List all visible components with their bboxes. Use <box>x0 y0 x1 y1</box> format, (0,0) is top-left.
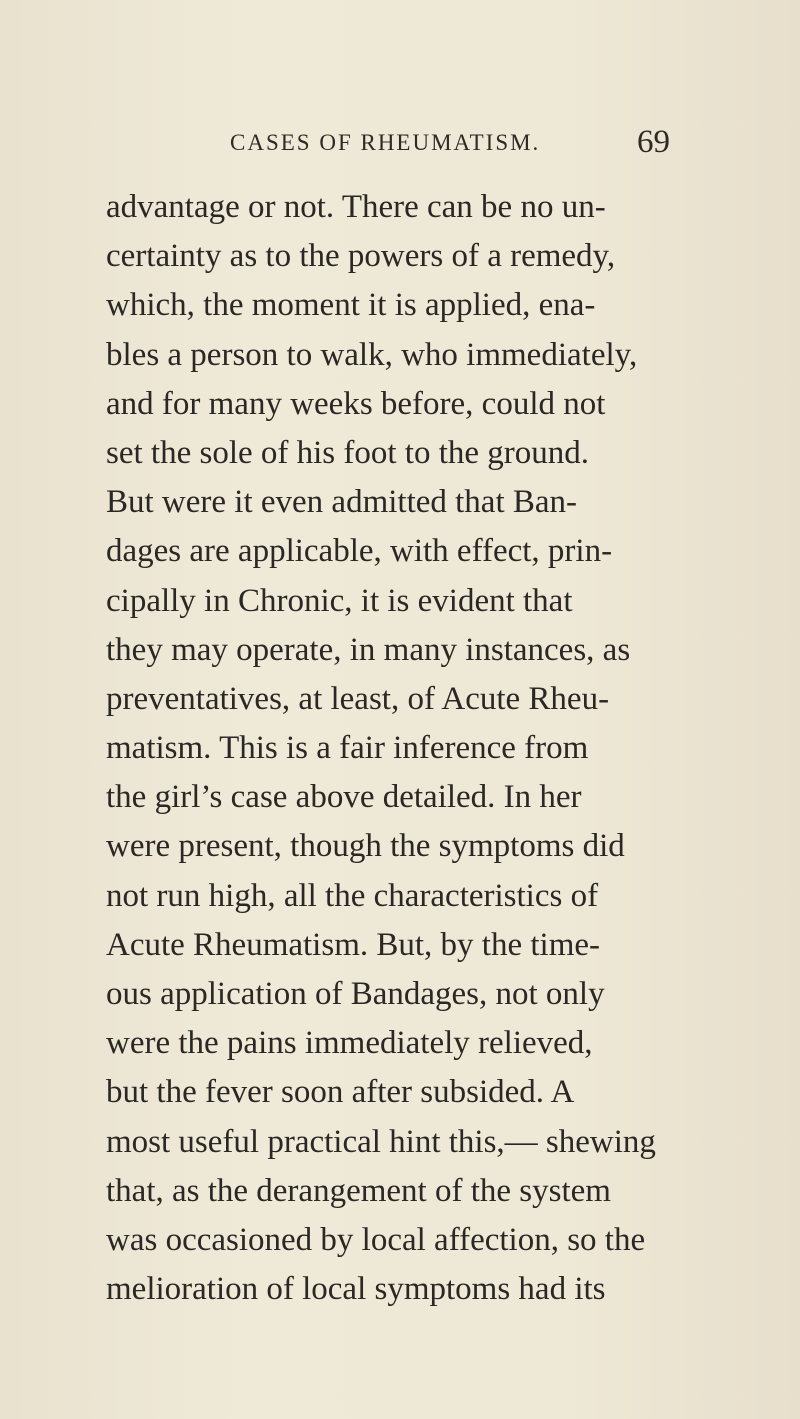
text-line: but the fever soon after subsided. A <box>106 1074 575 1111</box>
text-line: ous application of Bandages, not only <box>106 976 605 1012</box>
text-line: they may operate, in many instances, as <box>106 631 631 668</box>
text-line: certainty as to the powers of a remedy, <box>106 238 616 275</box>
text-line: bles a person to walk, who immediately, <box>106 336 638 373</box>
text-line: were the pains immediately relieved, <box>106 1025 593 1062</box>
text-line: which, the moment it is applied, ena- <box>106 287 596 324</box>
text-line: not run high, all the characteristics of <box>106 877 599 914</box>
text-line: that, as the derangement of the system <box>106 1172 611 1209</box>
text-line: advantage or not. There can be no un- <box>106 189 606 225</box>
text-line: were present, though the symptoms did <box>106 828 625 865</box>
text-line: matism. This is a fair inference from <box>106 730 589 767</box>
text-line: the girl’s case above detailed. In her <box>106 779 582 816</box>
body-text <box>106 183 800 1314</box>
running-head: CASES OF RHEUMATISM. <box>230 130 541 155</box>
text-line: set the sole of his foot to the ground. <box>106 434 590 471</box>
text-line: preventatives, at least, of Acute Rheu- <box>106 680 610 717</box>
text-line: was occasioned by local affection, so the <box>106 1221 646 1258</box>
text-line: dages are applicable, with effect, prin- <box>106 533 613 570</box>
text-line: cipally in Chronic, it is evident that <box>106 582 573 619</box>
page-number: 69 <box>637 124 670 160</box>
text-line: melioration of local symptoms had its <box>106 1271 606 1308</box>
text-line: But were it even admitted that Ban- <box>106 484 578 521</box>
text-line: Acute Rheumatism. But, by the time- <box>106 926 601 963</box>
text-line: most useful practical hint this,— shewing <box>106 1123 656 1160</box>
text-line: and for many weeks before, could not <box>106 385 606 422</box>
